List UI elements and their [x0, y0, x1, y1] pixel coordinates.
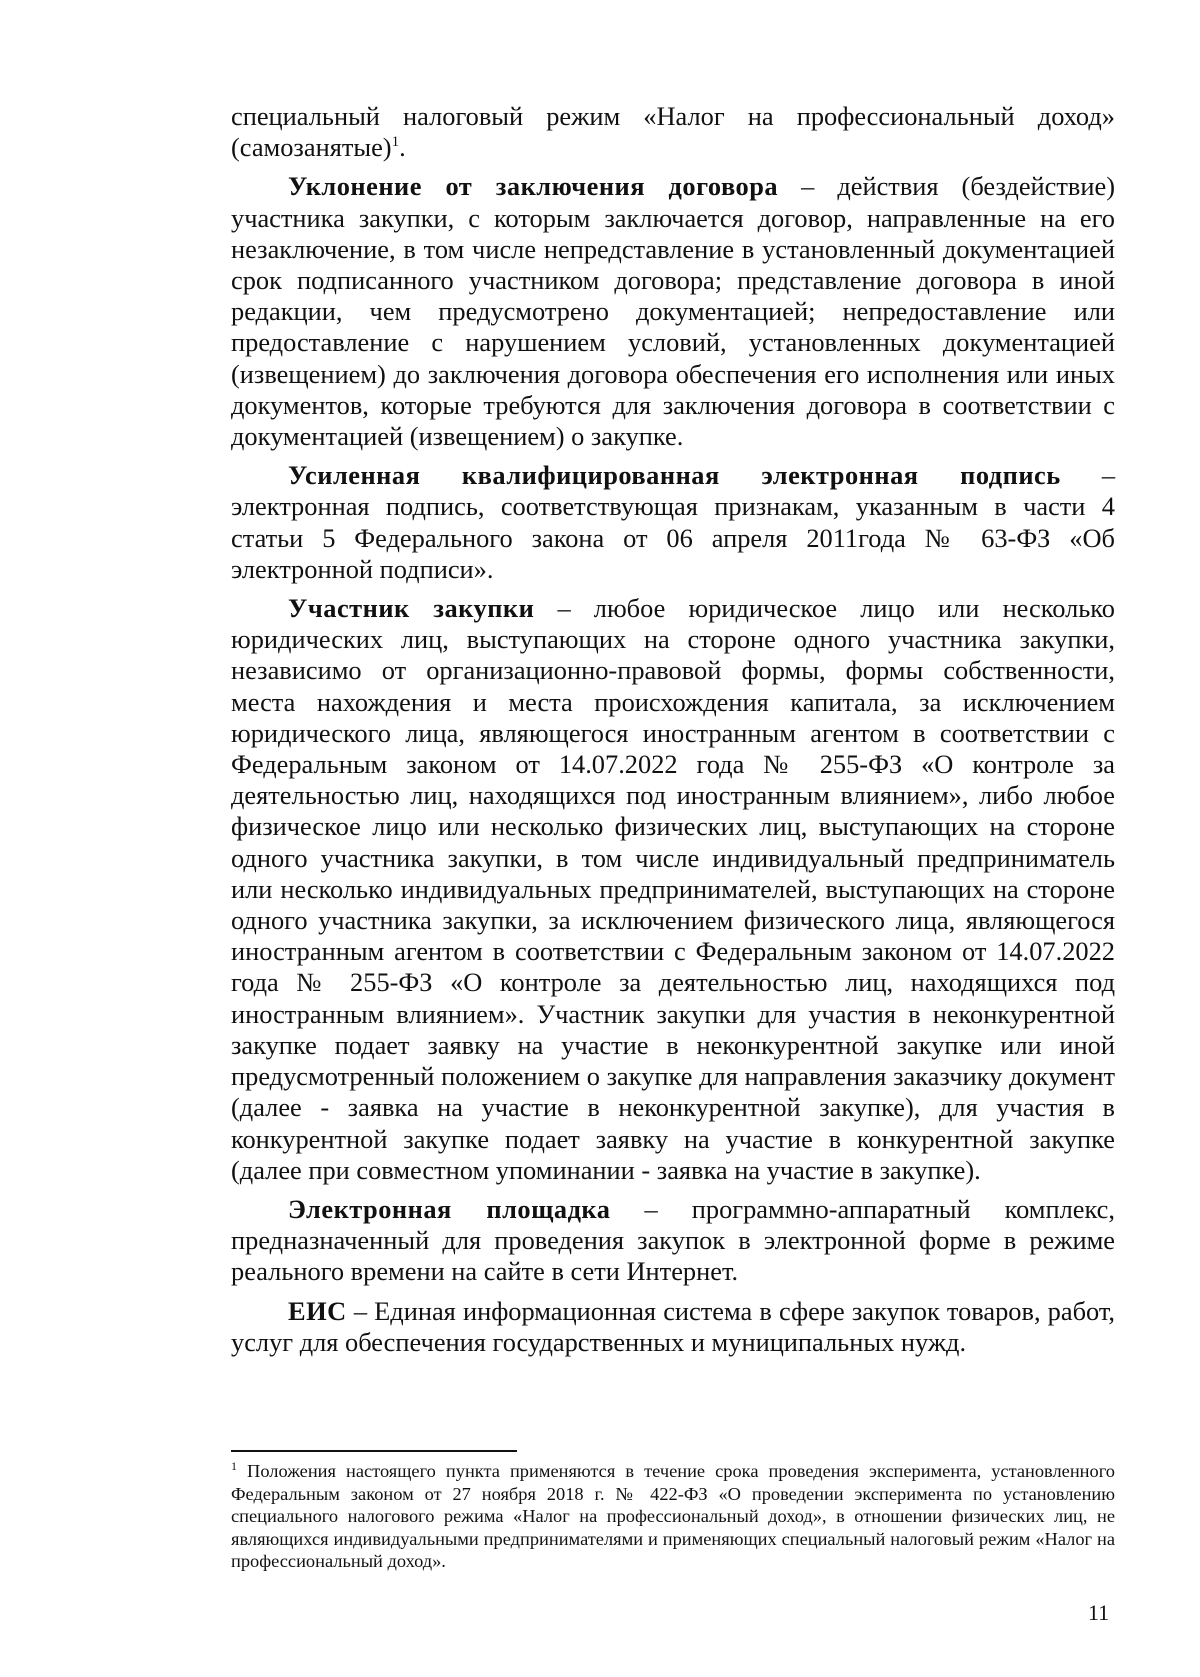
definition-dash: – — [1060, 460, 1116, 491]
definition-term: Уклонение от заключения договора — [288, 171, 779, 202]
definition-text: программно-аппаратный комплекс, предназначенный для проведения закупок в электронной форме в режиме реального времени на сайте в сети Интернет. — [231, 1193, 1115, 1287]
definition-term: Участник закупки — [288, 593, 535, 624]
definition-text: любое юридическое лицо или несколько юридических лиц, выступающих на стороне одного участника закупки, независимо от организационно-правовой формы, формы собственности, места нахождения и места происхождения капитала, за исключением юридического лица, являющегося иностранным агентом в соответствии с Федеральным законом от 14.07.2022 года № 255-ФЗ «О контроле за деятельностью лиц, находящихся под иностранным влиянием», либо любое физическое лицо или несколько физических лиц, выступающих на стороне одного участника закупки, в том числе индивидуальный предприниматель или несколько индивидуальных предпринимателей, выступающих на стороне одного участника закупки, за исключением физического лица, являющегося иностранным агентом в соответствии с Федеральным законом от 14.07.2022 года № 255-ФЗ «О контроле за деятельностью лиц, находящихся под иностранным влиянием». Участник закупки для участия в неконкурентной закупке подает заявку на участие в неконкурентной закупке или иной предусмотренный положением о закупке для направления заказчику документ (далее - заявка на участие в неконкурентной закупке), для участия в конкурентной закупке подает заявку на участие в конкурентной закупке (далее при совместном упоминании - заявка на участие в закупке). — [231, 593, 1115, 1185]
definition-paragraph — [231, 1194, 1115, 1288]
definition-term: ЕИС — [288, 1295, 347, 1326]
footnote-text: Положения настоящего пункта применяются в течение срока проведения эксперимента, установленного Федеральным законом от 27 ноября 2018 г. № 422-ФЗ «О проведении эксперимента по установлению специального налогового режима «Налог на профессиональный доход», в отношении физических лиц, не являющихся индивидуальными предпринимателями и применяющих специальный налоговый режим «Налог на профессиональный доход». — [231, 1461, 1115, 1572]
footnote-reference: 1 — [391, 134, 400, 151]
body-text — [231, 101, 1115, 1358]
definition-paragraph — [231, 593, 1115, 1186]
definition-term: Усиленная квалифицированная электронная подпись — [288, 460, 1061, 491]
definition-dash: – — [778, 171, 838, 202]
definition-paragraph — [231, 171, 1115, 452]
definition-dash: – — [610, 1193, 692, 1224]
definition-term: Электронная площадка — [288, 1193, 611, 1224]
continuation-paragraph — [231, 101, 1115, 163]
definition-text: электронная подпись, соответствующая признакам, указанным в части 4 статьи 5 Федерального закона от 06 апреля 2011года № 63-ФЗ «Об электронной подписи». — [231, 491, 1115, 584]
continuation-tail: . — [399, 132, 406, 163]
definition-text: Единая информационная система в сфере закупок товаров, работ, услуг для обеспечения государственных и муниципальных нужд. — [231, 1295, 1116, 1357]
definition-paragraph — [231, 1296, 1115, 1358]
footnote — [231, 1460, 1115, 1573]
definition-dash: – — [346, 1295, 375, 1326]
definition-text: действия (бездействие) участника закупки, с которым заключается договор, направленные на его незаключение, в том числе непредставление в установленный документацией срок подписанного участником договора; представление договора в иной редакции, чем предусмотрено документацией; непредоставление или предоставление с нарушением условий, установленных документацией (извещением) до заключения договора обеспечения его исполнения или иных документов, которые требуются для заключения договора в соответствии с документацией (извещением) о закупке. — [231, 171, 1115, 452]
continuation-text: специальный налоговый режим «Налог на профессиональный доход» (самозанятые) — [231, 101, 1115, 163]
definition-paragraph — [231, 460, 1115, 585]
page-number: 11 — [1088, 1600, 1110, 1625]
definition-dash: – — [534, 593, 594, 624]
footnote-marker: 1 — [231, 1459, 237, 1473]
footnote-separator — [231, 1450, 517, 1452]
